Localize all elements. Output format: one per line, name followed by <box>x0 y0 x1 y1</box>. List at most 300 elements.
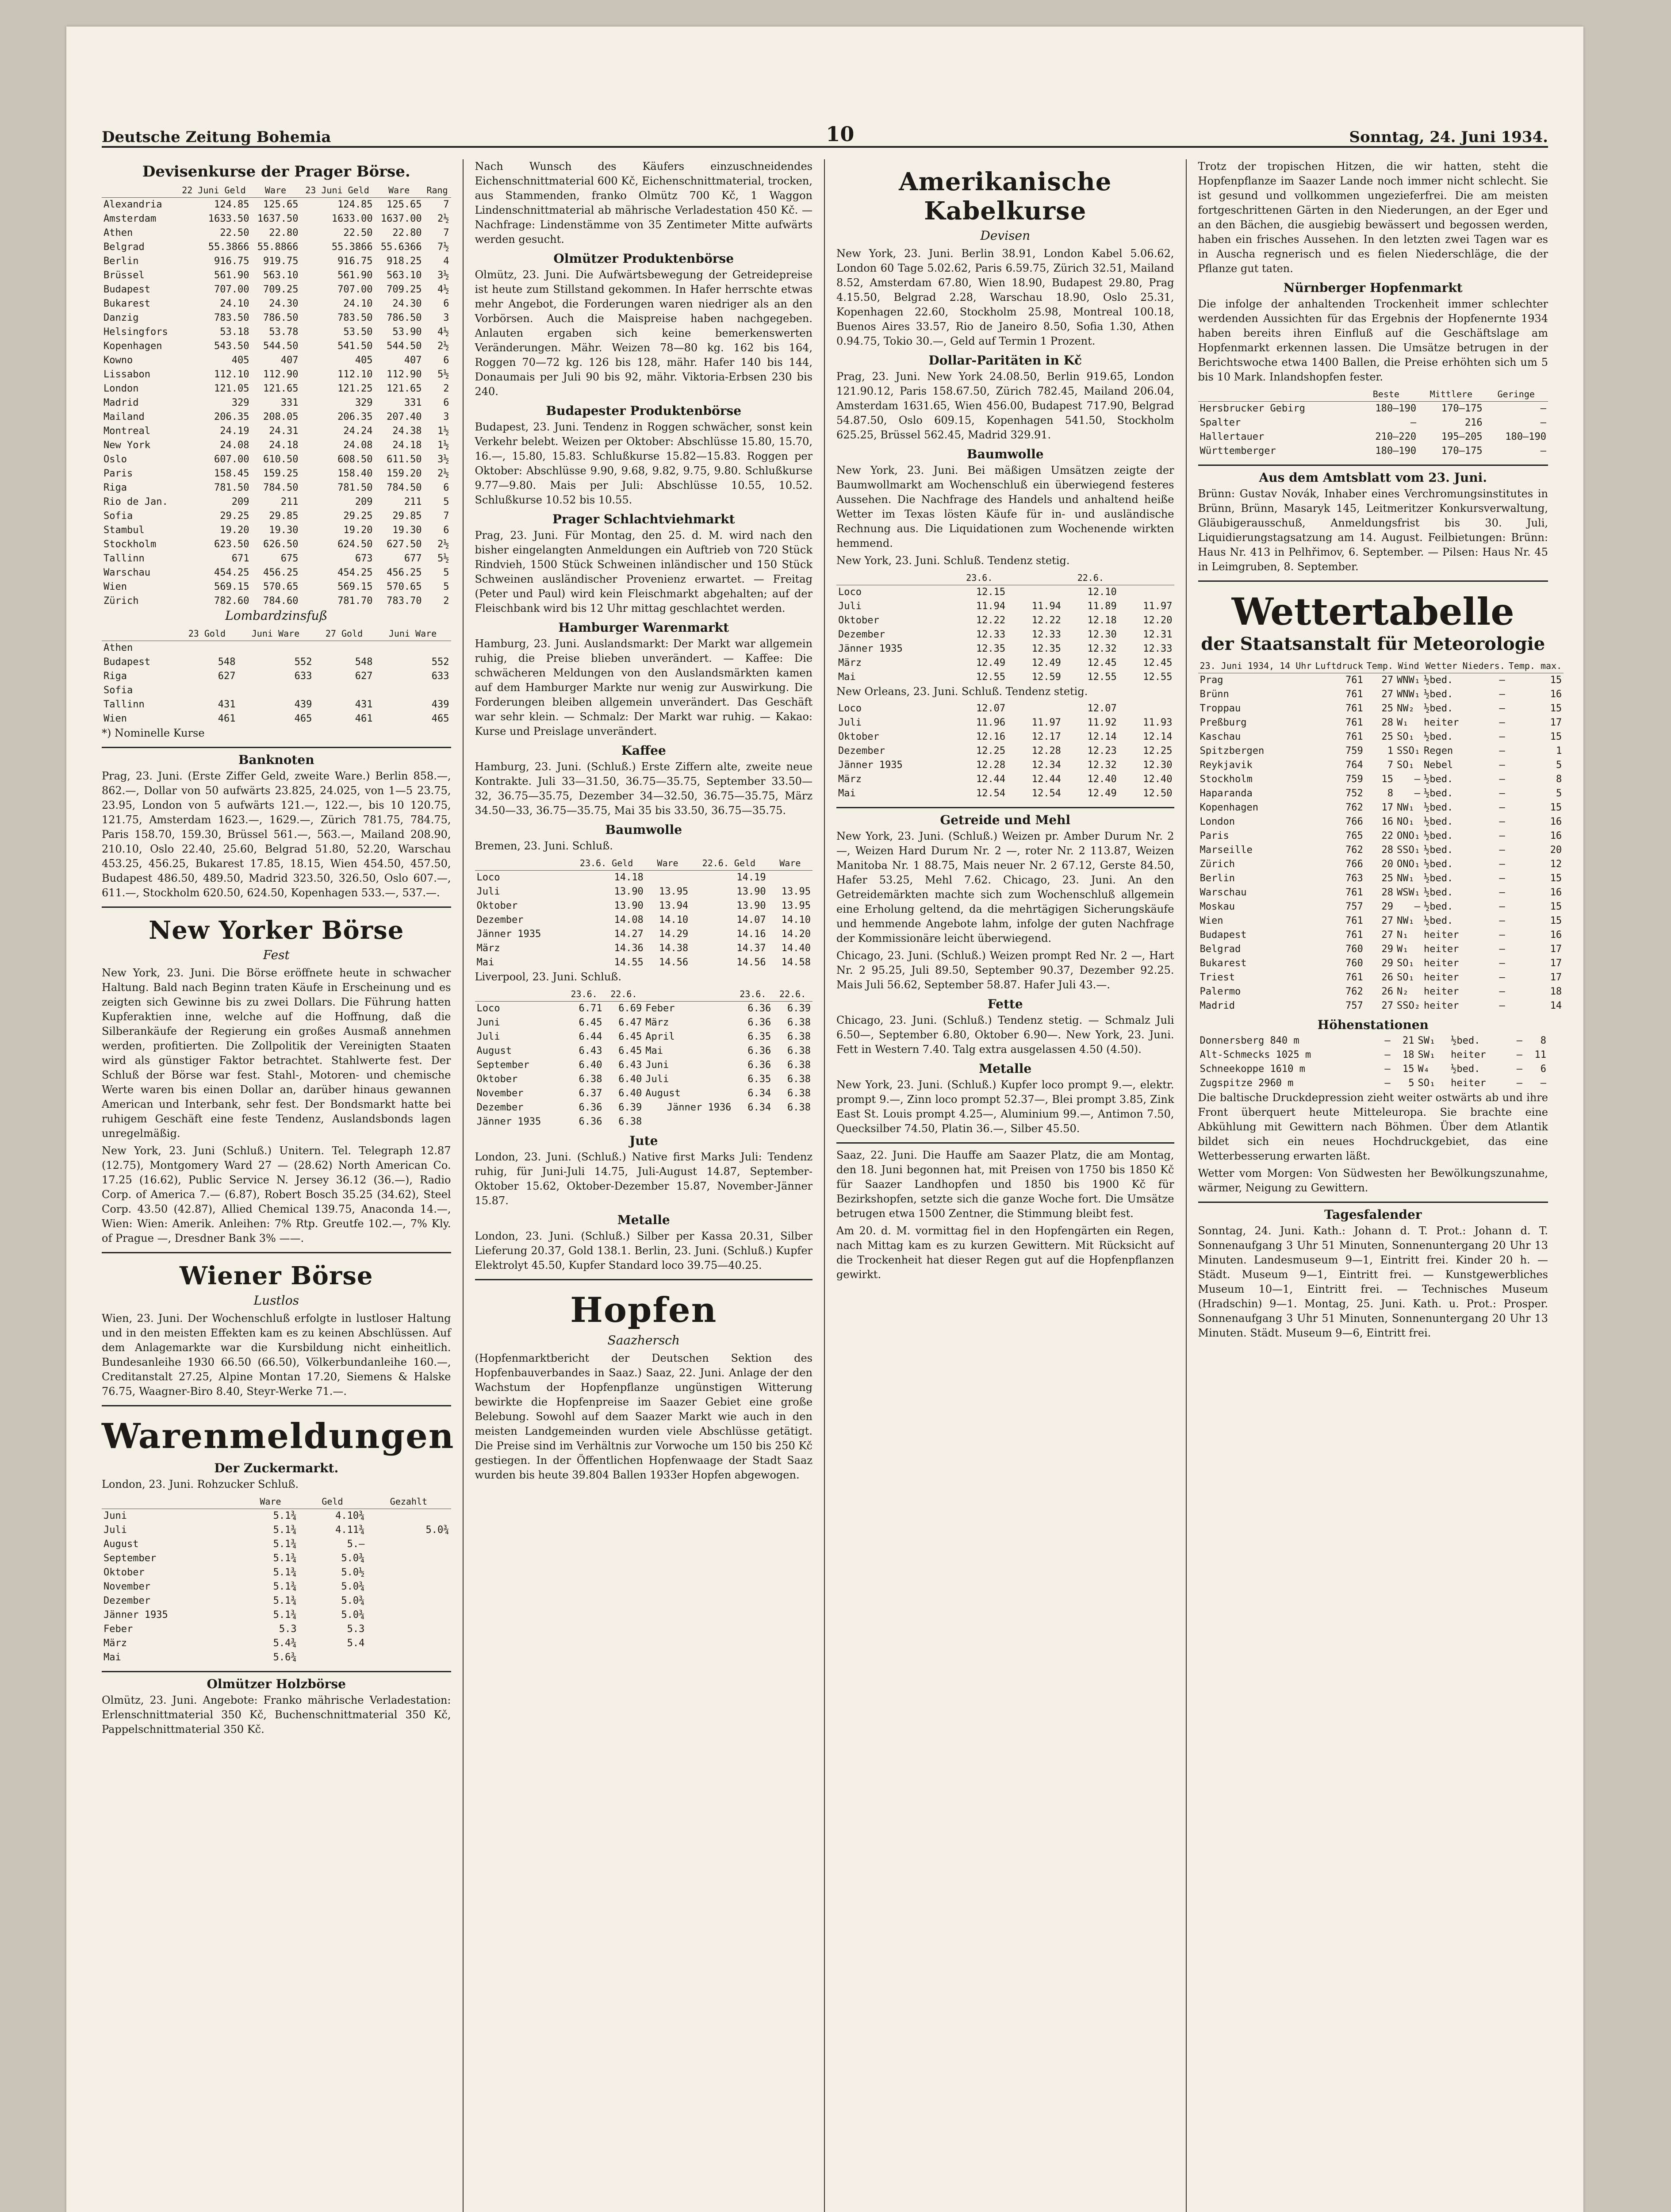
table-cell: 5.0¾ <box>341 1581 365 1592</box>
table-header-cell: Juni Ware <box>375 626 451 641</box>
table-cell: Belgrad <box>1200 944 1241 955</box>
table-row <box>836 730 1174 744</box>
table-cell: 439 <box>431 699 449 710</box>
table-row <box>102 254 451 269</box>
table-row <box>102 226 451 240</box>
table-cell <box>375 641 451 656</box>
table-row <box>475 1030 813 1044</box>
table-row <box>475 1115 813 1129</box>
table-cell: 1633.00 <box>331 213 373 224</box>
table-cell: Württemberger <box>1200 445 1276 457</box>
table-header-cell <box>836 571 951 585</box>
table-cell: Jänner 1935 <box>103 1609 168 1621</box>
table-cell: 14.08 <box>614 914 644 926</box>
table-header-cell <box>475 987 564 1002</box>
table-cell: 12.25 <box>976 745 1006 757</box>
table-row <box>102 538 451 552</box>
table-cell: Feber <box>645 1003 675 1014</box>
table-cell: 11.94 <box>1031 601 1061 612</box>
table-cell: ONO₁ <box>1396 830 1420 841</box>
table-cell: 12.49 <box>1087 788 1117 799</box>
table-cell: Stockholm <box>1200 774 1253 785</box>
table-cell: 3½ <box>437 454 449 465</box>
table-cell: 6.34 <box>747 1102 771 1113</box>
table-cell: 27 <box>1381 915 1393 926</box>
table-cell: heiter <box>1451 1049 1486 1060</box>
table-cell: 561.90 <box>337 270 373 281</box>
table-cell: 633 <box>431 671 449 682</box>
table-row <box>102 396 451 410</box>
table-cell: 16 <box>1550 830 1562 841</box>
table-row <box>102 283 451 297</box>
table-cell: Riga <box>103 482 127 493</box>
table-cell: ½bed. <box>1423 816 1453 827</box>
table-cell: 211 <box>280 496 299 507</box>
table-cell: 14.36 <box>614 943 644 954</box>
lombard-label: Lombardzinsfuß <box>225 608 328 623</box>
banknoten-heading: Banknoten <box>238 753 314 767</box>
table-cell <box>773 1115 813 1129</box>
table-cell: 24.24 <box>343 426 373 437</box>
table-cell <box>1119 585 1174 600</box>
table-cell: 431 <box>355 699 373 710</box>
table-cell: 6.40 <box>618 1074 642 1085</box>
table-row <box>102 1551 451 1566</box>
table-cell: Montreal <box>103 426 150 437</box>
table-cell: 3 <box>443 312 449 323</box>
table-cell: 5 <box>443 496 449 507</box>
table-cell: NW₂ <box>1396 703 1414 714</box>
table-cell: 6.38 <box>787 1102 811 1113</box>
tageskalender-text: Sonntag, 24. Juni. Kath.: Johann d. T. Prot.: Johann d. T. Sonnenaufgang 3 Uhr 51 Minuten, Sonnenuntergang 20 Uhr 13 Minuten. Landesmuseum 9—1, Eintritt frei. Kinder 20 h. — Städt. Museum 9—1, Eintritt frei. — Kunstgewerbliches Museum 10—1, Eintritt frei. — Technisches Museum (Hradschin) 9—1. Montag, 25. Juni. Kath. u. Prot.: Prosper. Sonnenaufgang 3 Uhr 51 Minuten, Sonnenuntergang 20 Uhr 13 Minuten. Städt. Museum 9—6, Eintritt frei. <box>1198 1225 1548 1339</box>
table-row <box>102 467 451 481</box>
table-cell: Jänner 1935 <box>476 929 541 940</box>
table-row <box>102 325 451 339</box>
table-row <box>102 509 451 523</box>
table-cell: 7 <box>1387 760 1393 771</box>
table-cell: 5 <box>443 581 449 592</box>
table-cell: 12.40 <box>1143 774 1173 785</box>
table-cell: 781.50 <box>337 482 373 493</box>
hopfen-sub: Saazhersch <box>607 1333 680 1348</box>
banknoten-text: Prag, 23. Juni. (Erste Ziffer Geld, zweite Ware.) Berlin 858.—, 862.—, Dollar von 50 aufwärts 23.825, 24.025, von 1—5 23.75, 23.95, London von 5 aufwärts 121.—, 122.—, bis 10 120.75, 121.75, Amsterdam 1623.—, 1629.—, Zürich 781.75, 784.75, Paris 158.70, 159.30, Brüssel 561.—, 563.—, Mailand 208.90, 210.10, Oslo 22.40, 25.60, Belgrad 51.80, 52.20, Warschau 453.25, 456.25, Bukarest 17.85, 18.15, Wien 454.50, 457.50, Budapest 486.50, 489.50, Madrid 323.50, 326.50, Oslo 607.—, 611.—, Stockholm 620.50, 624.50, Kopenhagen 533.—, 537.—. <box>102 770 451 899</box>
table-cell: NW₁ <box>1396 802 1414 813</box>
table-cell: 14.38 <box>659 943 689 954</box>
table-cell: 14.56 <box>736 957 766 968</box>
table-row <box>836 670 1174 684</box>
table-cell: März <box>838 657 862 668</box>
table-row <box>102 1523 451 1537</box>
table-cell: 16 <box>1550 887 1562 898</box>
bremen-table <box>475 856 813 970</box>
table-row <box>836 642 1174 656</box>
table-cell: 12.32 <box>1087 760 1117 771</box>
table-cell: 25 <box>1381 873 1393 884</box>
table-cell: 671 <box>231 553 249 564</box>
table-row <box>1198 985 1564 999</box>
table-cell: — <box>1499 675 1505 686</box>
table-cell: 5.3 <box>279 1624 297 1635</box>
table-cell: 24.30 <box>269 298 299 309</box>
table-cell: 12 <box>1550 859 1562 870</box>
table-cell <box>645 871 690 885</box>
table-cell <box>366 1580 451 1594</box>
table-cell: 548 <box>218 657 236 668</box>
table-cell: 170—175 <box>1441 445 1483 457</box>
table-cell: 12.33 <box>976 629 1006 640</box>
table-cell: 570.65 <box>263 581 299 592</box>
table-cell: Madrid <box>1200 1000 1235 1011</box>
table-row <box>102 438 451 453</box>
table-cell: 24.19 <box>220 426 249 437</box>
table-cell: 541.50 <box>337 341 373 352</box>
table-cell: 208.05 <box>263 411 299 422</box>
table-cell: 544.50 <box>263 341 299 352</box>
table-cell: 461 <box>218 713 236 724</box>
table-row <box>102 382 451 396</box>
table-cell: 22 <box>1381 830 1393 841</box>
table-cell: 5.4 <box>347 1638 365 1649</box>
table-cell: 6.36 <box>579 1116 602 1127</box>
table-cell: 456.25 <box>263 567 299 578</box>
table-cell: — <box>1499 1000 1505 1011</box>
table-cell: 17 <box>1550 958 1562 969</box>
table-row <box>1198 744 1564 758</box>
table-cell: Oktober <box>838 615 879 626</box>
table-row <box>102 353 451 368</box>
table-cell: 4½ <box>437 284 449 295</box>
table-cell: 2½ <box>437 468 449 479</box>
table-cell: 709.25 <box>387 284 422 295</box>
forecast-text: Wetter vom Morgen: Von Südwesten her Bewölkungszunahme, wärmer, Neigung zu Gewittern. <box>1198 1167 1548 1194</box>
table-cell: 12.55 <box>976 672 1006 683</box>
table-cell: 8 <box>1556 774 1562 785</box>
table-cell: 29.85 <box>269 511 299 522</box>
table-cell: Sofia <box>103 685 133 696</box>
table-row <box>1198 758 1564 772</box>
table-cell: 14.10 <box>659 914 689 926</box>
table-cell: Budapest <box>1200 929 1247 941</box>
table-cell: 28 <box>1381 845 1393 856</box>
table-cell: 14.20 <box>781 929 811 940</box>
table-cell: 12.14 <box>1143 731 1173 742</box>
table-cell: 8 <box>1387 788 1393 799</box>
table-cell: Donnersberg 840 m <box>1200 1035 1299 1046</box>
table-cell: März <box>838 774 862 785</box>
table-row <box>1198 942 1564 956</box>
liverpool-table <box>475 987 813 1129</box>
table-cell: 331 <box>280 397 299 408</box>
table-cell: — <box>1499 788 1505 799</box>
table-cell: 918.25 <box>387 256 422 267</box>
table-cell: 15 <box>1550 873 1562 884</box>
table-row <box>102 453 451 467</box>
divider <box>102 1671 451 1672</box>
table-cell: Dezember <box>838 629 885 640</box>
table-cell: 675 <box>280 553 299 564</box>
hoehenstationen-heading: Höhenstationen <box>1317 1018 1429 1032</box>
table-header-cell: Ware <box>251 183 300 198</box>
table-row <box>836 599 1174 614</box>
table-cell: 19.30 <box>392 525 422 536</box>
table-cell: 405 <box>231 355 249 366</box>
table-cell: 781.50 <box>214 482 249 493</box>
baumwolle-us-text: New York, 23. Juni. Bei mäßigen Umsätzen zeigte der Baumwollmarkt am Wochenschluß ein überwiegend festeres Aussehen. Die Nachfrage des Handels und anhaltend heiße Wetter im Texas lösten Käufe für in- und ausländische Rechnung aus. Die Liquidationen zum Wochenende wirkten hemmend. <box>836 464 1174 549</box>
table-row <box>102 580 451 594</box>
table-row <box>1198 430 1548 444</box>
table-cell: ½bed. <box>1423 774 1453 785</box>
table-cell: 431 <box>218 699 236 710</box>
table-cell: Spalter <box>1200 417 1241 428</box>
table-cell: 4.11¾ <box>335 1525 365 1536</box>
table-cell: Juli <box>476 1031 500 1042</box>
table-cell: 5.0¾ <box>341 1609 365 1621</box>
table-cell: — <box>1499 958 1505 969</box>
table-cell: — <box>1499 944 1505 955</box>
dollar-paritaeten-text: Prag, 23. Juni. New York 24.08.50, Berlin 919.65, London 121.90.12, Paris 158.67.50, Zürich 782.45, Mailand 206.04, Amsterdam 1631.65, Wien 456.00, Budapest 717.90, Belgrad 54.87.50, Oslo 609.15, Kopenhagen 541.50, Stockholm 625.25, Brüssel 562.45, Madrid 329.91. <box>836 370 1174 441</box>
table-cell: 27 <box>1381 929 1393 941</box>
table-cell: 610.50 <box>263 454 299 465</box>
table-cell <box>733 1115 773 1129</box>
table-cell: — <box>1540 1078 1546 1089</box>
table-cell: Preßburg <box>1200 717 1247 728</box>
devisen-table <box>102 183 451 608</box>
table-cell: 6 <box>443 397 449 408</box>
table-cell: 454.25 <box>214 567 249 578</box>
table-cell: Kaschau <box>1200 731 1241 742</box>
table-cell: heiter <box>1423 986 1459 997</box>
table-cell: — <box>1499 915 1505 926</box>
table-cell: 206.35 <box>214 411 249 422</box>
table-cell: 24.08 <box>220 440 249 451</box>
wiener-boerse-heading: Wiener Börse <box>180 1261 373 1290</box>
table-header-cell: Ware <box>768 856 813 871</box>
table-cell: 761 <box>1345 972 1363 983</box>
table-cell <box>314 684 374 698</box>
table-cell: 14.10 <box>781 914 811 926</box>
table-row <box>102 212 451 226</box>
table-cell: 761 <box>1345 887 1363 898</box>
table-cell: 329 <box>355 397 373 408</box>
table-cell <box>644 1115 733 1129</box>
table-cell: Tallinn <box>103 553 145 564</box>
table-row <box>475 1044 813 1058</box>
table-cell: November <box>476 1088 524 1099</box>
lombard-table <box>102 626 451 726</box>
hamburg-heading: Hamburger Warenmarkt <box>558 620 729 635</box>
table-header-cell <box>102 626 176 641</box>
table-cell: 4½ <box>437 326 449 338</box>
nuernberg-text: Die infolge der anhaltenden Trockenheit immer schlechter werdenden Aussichten für das Ergebnis der Hopfenernte 1934 haben bereits ihren Einfluß auf die Geschäftslage am Hopfenmarkt erkennen lassen. Die Umsätze betrugen in der Berichtswoche etwa 1400 Ballen, die Preise erhöhten sich um 5 bis 10 Mark. Inlandshopfen fester. <box>1198 298 1548 383</box>
table-row <box>102 198 451 212</box>
divider <box>1198 465 1548 466</box>
table-cell: 13.95 <box>659 886 689 897</box>
wettertabelle-sub: der Staatsanstalt für Meteorologie <box>1201 634 1545 654</box>
table-cell <box>366 1636 451 1651</box>
table-cell: 6.45 <box>618 1045 642 1056</box>
table-cell: 12.14 <box>1087 731 1117 742</box>
table-cell: — <box>1414 788 1420 799</box>
table-cell: heiter <box>1423 958 1459 969</box>
table-row <box>102 684 451 698</box>
divider <box>1198 580 1548 582</box>
table-cell: 14.58 <box>781 957 811 968</box>
table-cell: 21 <box>1402 1035 1414 1046</box>
table-cell: 13.94 <box>659 900 689 911</box>
table-cell: 12.59 <box>1031 672 1061 683</box>
table-header-cell <box>102 183 176 198</box>
table-header-cell: 23.6. <box>733 987 773 1002</box>
table-cell: Juli <box>103 1525 127 1536</box>
fette-text: Chicago, 23. Juni. (Schluß.) Tendenz stetig. — Schmalz Juli 6.50—, September 6.80, Oktober 6.90—. New York, 23. Juni. Fett in Western 7.40. Talg extra ausgelassen 4.50 (4.50). <box>836 1014 1174 1056</box>
table-cell: SO₁ <box>1396 972 1414 983</box>
table-cell: Jänner 1935 <box>476 1116 541 1127</box>
zuckermarkt-heading: Der Zuckermarkt. <box>214 1461 339 1475</box>
table-row <box>102 712 451 726</box>
table-header-cell <box>1119 571 1174 585</box>
table-cell: Oktober <box>103 1567 145 1578</box>
table-cell: Dezember <box>103 1595 150 1606</box>
table-cell: — <box>1540 417 1546 428</box>
table-cell: Zugspitze 2960 m <box>1200 1078 1294 1089</box>
table-header-cell: Geld <box>299 1494 367 1509</box>
table-cell: Loco <box>476 1003 500 1014</box>
table-row <box>1198 702 1564 716</box>
table-cell: 17 <box>1550 944 1562 955</box>
table-cell: 5.1¾ <box>273 1609 297 1621</box>
table-cell: Mai <box>838 672 856 683</box>
table-cell: SO₁ <box>1418 1078 1436 1089</box>
table-cell: Alt-Schmecks 1025 m <box>1200 1049 1311 1060</box>
table-header-cell: Ware <box>242 1494 298 1509</box>
table-header-cell: Ware <box>375 183 424 198</box>
table-cell: 180—190 <box>1375 403 1417 414</box>
table-cell: Brünn <box>1200 689 1229 700</box>
table-cell: 12.49 <box>1031 657 1061 668</box>
table-cell: 124.85 <box>337 199 373 210</box>
table-header-cell: 22.6. <box>1063 571 1119 585</box>
table-cell: März <box>645 1017 669 1028</box>
table-cell: 14.18 <box>614 872 644 883</box>
table-cell: 456.25 <box>387 567 422 578</box>
table-cell: Paris <box>103 468 133 479</box>
table-cell: 121.05 <box>214 383 249 394</box>
table-cell: August <box>103 1539 139 1550</box>
table-cell: 22.80 <box>392 227 422 238</box>
tageskalender-heading: Tagesfalender <box>1324 1207 1422 1222</box>
table-cell: 28 <box>1381 717 1393 728</box>
weather-report-text: Die baltische Druckdepression zieht weiter ostwärts ab und ihre Front überquert heute Mitteleuropa. Sie brachte eine Abkühlung mit Gewittern nach Böhmen. Über dem Atlantik bildet sich ein neues Hochdruckgebiet, das eine Wetterbesserung erwarten läßt. <box>1198 1091 1548 1162</box>
table-cell: Jänner 1936 <box>667 1102 732 1113</box>
table-cell: 608.50 <box>337 454 373 465</box>
table-cell: 5.0½ <box>341 1567 365 1578</box>
table-cell: 784.50 <box>263 482 299 493</box>
table-cell: 3 <box>443 411 449 422</box>
table-row <box>102 1594 451 1608</box>
table-cell: Budapest <box>103 657 150 668</box>
table-cell: 11.97 <box>1031 717 1061 728</box>
metalle-heading: Metalle <box>617 1213 670 1227</box>
table-row <box>1198 416 1548 430</box>
table-cell: 170—175 <box>1441 403 1483 414</box>
table-cell: — <box>1499 901 1505 912</box>
table-cell: 5.1¾ <box>273 1525 297 1536</box>
produktenboerse-text: Olmütz, 23. Juni. Die Aufwärtsbewegung der Getreidepreise ist heute zum Stillstand gekommen. In Hafer herrschte etwas mehr Angebot, die Forderungen waren niedriger als an den Vorbörsen. Auch die Maispreise haben nachgegeben. Anlauten ergaben sich keine bemerkenswerten Veränderungen. Mähr. Weizen 78—80 kg. 162 bis 164, Roggen 70—72 kg. 126 bis 128, mähr. Hafer 140 bis 144, Donaumais per Juli 90 bis 92, mähr. Viktoria-Erbsen 230 bis 240. <box>475 269 813 398</box>
table-cell: — <box>1384 1049 1391 1060</box>
amtsblatt-text: Brünn: Gustav Novák, Inhaber eines Verchromungsinstitutes in Brünn, Brünn, Masaryk 145, Leitmeritzer Konkursverwaltung, Gläubigerausschuß, Anmeldungsfrist bis 30. Juli, Liquidierungstagsatzung am 14. August. Feilbietungen: Brünn: Haus Nr. 413 in Pelhřimov, 6. September. — Pilsen: Haus Nr. 45 in Leimgruben, 8. September. <box>1198 488 1548 573</box>
table-cell <box>375 684 451 698</box>
wiener-boerse-sub: Lustlos <box>253 1293 299 1308</box>
table-cell: Athen <box>103 227 133 238</box>
table-cell: 331 <box>404 397 422 408</box>
table-cell: 552 <box>294 657 312 668</box>
column-3 <box>825 159 1187 2212</box>
warenmeldungen-heading: Warenmeldungen <box>102 1416 455 1456</box>
table-cell: Madrid <box>103 397 139 408</box>
table-cell: 6.39 <box>618 1102 642 1113</box>
table-cell: 552 <box>431 657 449 668</box>
table-header-cell: 22.6. <box>604 987 644 1002</box>
table-cell <box>366 1566 451 1580</box>
table-cell: 53.78 <box>269 326 299 338</box>
table-cell: 112.10 <box>214 369 249 380</box>
table-cell: — <box>1499 972 1505 983</box>
table-cell: 626.50 <box>263 539 299 550</box>
table-cell: 6.35 <box>747 1074 771 1085</box>
table-row <box>1198 1062 1548 1076</box>
table-cell: 627 <box>355 671 373 682</box>
table-cell: 11.92 <box>1087 717 1117 728</box>
table-cell: 14.19 <box>736 872 766 883</box>
table-cell: 13.95 <box>781 900 811 911</box>
table-cell: — <box>1499 731 1505 742</box>
column-1 <box>102 159 464 2212</box>
jute-heading: Jute <box>629 1133 658 1148</box>
table-cell: 5.6¾ <box>273 1652 297 1663</box>
table-cell: — <box>1516 1035 1523 1046</box>
column-grid <box>102 159 1562 2212</box>
table-cell: — <box>1540 445 1546 457</box>
table-cell: 27 <box>1381 675 1393 686</box>
table-cell: 55.6366 <box>380 242 422 253</box>
table-cell <box>314 641 374 656</box>
column-2 <box>464 159 825 2212</box>
table-cell: Wien <box>1200 915 1223 926</box>
amtsblatt-heading: Aus dem Amtsblatt vom 23. Juni. <box>1259 470 1487 485</box>
table-cell: 12.16 <box>976 731 1006 742</box>
table-cell: N₁ <box>1396 929 1409 941</box>
table-row <box>1198 843 1564 857</box>
table-cell: 407 <box>404 355 422 366</box>
table-cell: 207.40 <box>387 411 422 422</box>
table-cell: November <box>103 1581 150 1592</box>
budapest-text: Budapest, 23. Juni. Tendenz in Roggen schwächer, sonst kein Verkehr belebt. Weizen per Oktober: Abschlüsse 15.80, 15.70, 16.—, 15.80, 15.83. Schlußkurse 15.82—15.83. Roggen per Oktober: Abschlüsse 9.90, 9.68, 9.82, 9.75, 9.80. Schlußkurse 9.77—9.80. Mais per Juli: Abschlüsse 10.55, 10.52. Schlußkurse 10.52 bis 10.55. <box>475 421 813 506</box>
hopfen-continued-text: Trotz der tropischen Hitzen, die wir hatten, steht die Hopfenpflanze im Saazer Lande noch immer nicht schlecht. Sie ist gesund und vollkommen ungezieferfrei. Die am meisten fortgeschrittenen Gärten in den Niederungen, an der Eger und an den Bächen, die ausgiebig bewässert und begossen werden, haben ein frisches Aussehen. In den letzten zwei Tagen war es in Auscha regnerisch und es fielen Niederschläge, die der Pflanze gut taten. <box>1198 160 1548 275</box>
table-cell: 6.40 <box>579 1060 602 1071</box>
table-cell: 11.94 <box>976 601 1006 612</box>
table-cell: 761 <box>1345 703 1363 714</box>
table-cell: 465 <box>294 713 312 724</box>
table-cell: 12.35 <box>1031 643 1061 654</box>
newspaper-page <box>66 27 1583 2212</box>
table-cell: — <box>1384 1035 1391 1046</box>
table-cell: 12.07 <box>1087 703 1117 714</box>
table-row <box>1198 914 1564 928</box>
schlachtvieh-text: Prag, 23. Juni. Für Montag, den 25. d. M. wird nach den bisher eingelangten Anmeldungen ein Auftrieb von 720 Stück Rindvieh, 1500 Stück Schweinen inländischer und 150 Stück Schweinen ausländischer Provenienz erwartet. — Freitag (Peter und Paul) wird kein Fleischmarkt abgehalten; auf der Fleischbank wird bis 12 Uhr mittag geschlachtet werden. <box>475 529 813 614</box>
kaffee-heading: Kaffee <box>621 743 666 758</box>
table-row <box>475 899 813 913</box>
table-cell: — <box>1499 830 1505 841</box>
